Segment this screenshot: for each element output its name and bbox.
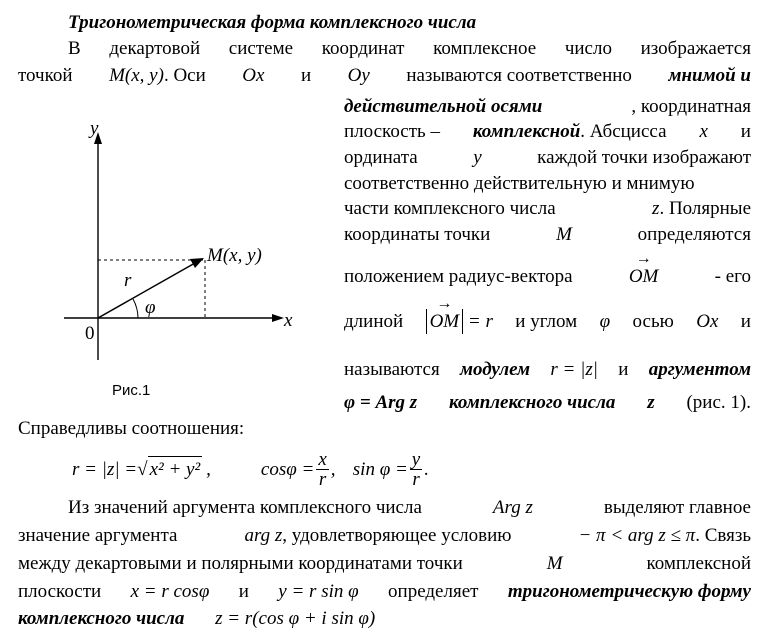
emphasis-argument: аргументом [648,359,751,380]
math-x-eq: x = r cosφ [130,581,210,602]
formula-cos-prefix: cosφ = [260,458,315,480]
vector-arrow: → [635,250,652,267]
p1-text: . Абсцисса [580,121,667,142]
math-phi-arg: φ = Arg z [344,392,418,413]
p1-text: длиной [344,311,404,332]
p2-line-1 [68,495,751,520]
emphasis-complex-number: комплексного числа [449,392,616,413]
fraction-x-over-r [316,450,328,489]
p2-text: определяет [388,581,479,602]
abs-om [426,295,464,334]
p1-line-1 [68,36,751,61]
math-y: y [473,147,482,168]
formula-sqrt-arg: x² + y² [148,456,203,482]
vector-arrow: → [436,295,453,312]
r-label: r [124,270,132,291]
p1-text: и [740,121,751,142]
p1-line-7 [344,196,751,221]
math-point: M(x, y) [109,65,164,86]
math-oy: Oy [347,65,370,86]
p1-line-8 [344,222,751,247]
p1-word: изображается [640,38,751,59]
y-axis-label: y [90,118,99,139]
p1-text: - его [714,266,751,287]
origin-label: 0 [85,323,95,344]
p1-text: , координатная [631,96,751,117]
math-condition: − π < arg z ≤ π [578,525,696,546]
math-phi: φ [599,311,611,332]
relations-label: Справедливы соотношения: [18,418,245,439]
fraction-y-over-r [410,450,422,489]
p2-line-5 [18,606,375,631]
angle-arc [133,299,138,318]
formula-sin-prefix: sin φ = [352,458,408,480]
p2-text: , удовлетворяющее условию [282,525,512,546]
math-m: M [556,224,572,245]
formula-modulus-prefix: r = |z| = [72,458,138,480]
math-argz-small: arg z [244,525,283,546]
p1-text: . Полярные [659,198,751,219]
p1-text: части комплексного числа [344,198,556,219]
emphasis-complex: комплексной [472,121,581,142]
fraction-num: x [318,448,327,470]
p1-line-2 [18,63,751,88]
section-title: Тригонометрическая форма комплексного числа [68,12,477,33]
vector-label: OM [429,311,460,332]
point-label: M(x, y) [207,245,262,266]
math-m: M [546,553,563,574]
p1-word: системе [228,38,294,59]
p1-text: (рис. 1). [686,392,751,413]
math-r-abs-z: r = |z| [550,359,598,380]
p1-line-5 [344,145,751,170]
emphasis-imaginary: мнимой и [668,65,751,86]
vector-om [628,250,659,289]
p1-line-3 [344,94,751,119]
p1-line-4 [344,119,751,144]
p1-text: координаты точки [344,224,491,245]
p2-line-2 [18,523,751,548]
p1-text: положением радиус-вектора [344,266,573,287]
p1-text: определяются [637,224,751,245]
phi-label: φ [145,297,156,318]
p1-text: плоскость – [344,121,440,142]
p2-text: и [238,581,249,602]
p1-text: называются соответственно [406,65,632,86]
p1-line-6 [344,171,751,196]
figure-polar-coordinates [0,110,330,395]
formula-comma: , [206,458,211,480]
p1-text: точкой [18,65,73,86]
emphasis-real-axes: действительной осями [344,96,543,117]
p1-text: и [740,311,751,332]
math-length [426,295,493,334]
p1-text: каждой точки изображают [537,147,751,168]
p1-word: комплексное [433,38,537,59]
p1-line-10 [344,295,751,334]
p1-word: координат [321,38,405,59]
p1-word: декартовой [109,38,201,59]
math-trig-form: z = r(cos φ + i sin φ) [215,608,376,629]
p1-word: число [564,38,612,59]
x-axis-label: x [284,310,293,331]
p1-text: и углом [515,311,578,332]
math-z: z [652,198,660,219]
p2-text: между декартовыми и полярными координатами точки [18,553,463,574]
p1-text: . Оси [163,65,206,86]
p1-word: В [68,38,81,59]
fraction-den: r [412,468,420,490]
emphasis-trig-form: тригонометрическую форму [507,581,751,602]
p2-text: значение аргумента [18,525,178,546]
math-y-eq: y = r sin φ [278,581,359,602]
p1-text: называются [344,359,440,380]
emphasis-complex-number: комплексного числа [18,608,185,629]
fraction-num: y [411,448,421,470]
p2-text: выделяют главное [603,497,751,518]
relations-formulas: r = |z| = √ x² + y² , cosφ = $\frac{x}{r}$ , sin φ = $\frac{y}{r}$ . [72,448,429,490]
p1-text: и [618,359,629,380]
p1-text: осью [632,311,674,332]
math-eq-r: = r [467,311,493,332]
fraction-den: r [318,468,327,490]
p1-text: соответственно действительную и мнимую [344,173,695,194]
vector-label: OM [628,266,659,287]
p2-text: . Связь [695,525,751,546]
p2-text: комплексной [646,553,751,574]
math-ox: Ox [242,65,265,86]
p2-line-3 [18,551,751,576]
radius-vector-arrow [190,258,204,268]
p2-line-4 [18,579,751,604]
math-argz: Arg z [492,497,533,518]
math-z: z [647,392,655,413]
x-axis-arrow [272,314,284,322]
p1-line-9 [344,250,751,289]
p2-text: плоскости [18,581,102,602]
p1-line-11 [344,357,751,382]
emphasis-modulus: модулем [459,359,531,380]
figure-caption: Рис.1 [112,382,151,399]
p2-text: Из значений аргумента комплексного числа [68,497,422,518]
p1-text: и [300,65,312,86]
p1-text: ордината [344,147,418,168]
math-ox: Ox [696,311,719,332]
math-x: x [699,121,708,142]
p1-line-12 [344,390,751,415]
